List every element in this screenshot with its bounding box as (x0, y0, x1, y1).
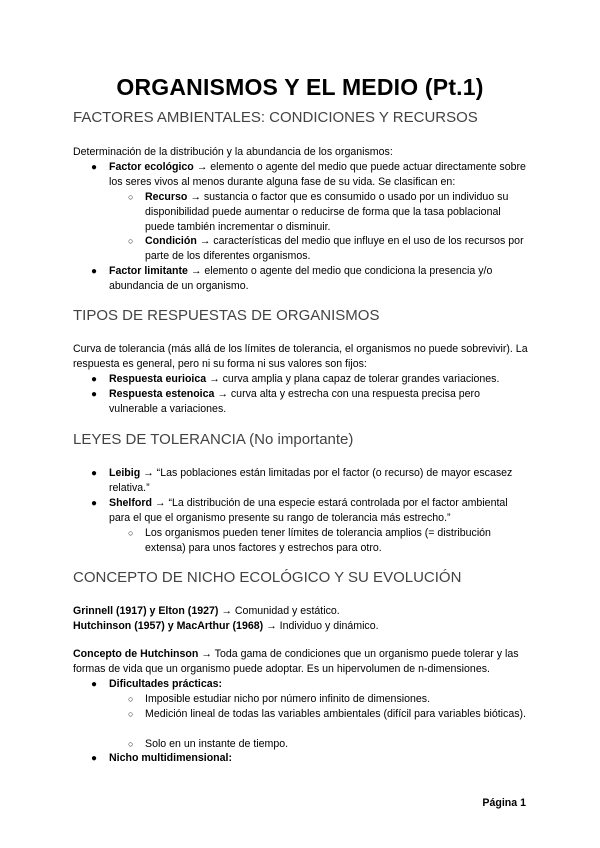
list-item-dificultades (91, 677, 529, 692)
section-heading-respuestas: TIPOS DE RESPUESTAS DE ORGANISMOS (73, 307, 380, 324)
circle-bullet-icon: ○ (128, 694, 134, 704)
list-item-leibig (91, 466, 529, 496)
list-item-factor-limitante (91, 264, 529, 294)
definition-respuesta-eurioica: → curva amplia y plana capaz de tolerar grandes variaciones. (206, 373, 500, 385)
bullet-icon: ● (91, 162, 98, 173)
definition-shelford: → “La distribución de una especie estará controlada por el factor ambiental para el que el organismo presente su rango de tolerancia más estrecho.” (109, 497, 508, 524)
circle-bullet-icon: ○ (128, 192, 134, 202)
list-item-condicion (128, 234, 529, 264)
section-heading-leyes: LEYES DE TOLERANCIA (No importante) (73, 431, 354, 448)
list-item-recurso (128, 190, 529, 235)
definition-respuesta-estenoica: → curva alta y estrecha con una respuesta precisa pero vulnerable a variaciones. (109, 388, 480, 415)
circle-bullet-icon: ○ (128, 739, 134, 749)
section-heading-factores: FACTORES AMBIENTALES: CONDICIONES Y RECURSOS (73, 109, 478, 126)
text-dificultad-1: Imposible estudiar nicho por número infinito de dimensiones. (145, 693, 431, 705)
text-tolerancia-amplia: Los organismos pueden tener límites de tolerancia amplios (= distribución extensa) para unos factores y estrechos para otro. (145, 527, 491, 554)
term-recurso: Recurso (145, 191, 188, 203)
text-dificultad-3: Solo en un instante de tiempo. (145, 738, 289, 750)
circle-bullet-icon: ○ (128, 709, 134, 719)
definition-leibig: → “Las poblaciones están limitadas por el factor (o recurso) de mayor escasez relativa.” (109, 467, 513, 494)
list-item-dificultad-2 (128, 707, 529, 722)
text-dificultad-2: Medición lineal de todas las variables ambientales (difícil para variables bióticas). (145, 708, 526, 720)
section-heading-nicho: CONCEPTO DE NICHO ECOLÓGICO Y SU EVOLUCIÓN (73, 569, 462, 586)
term-dificultades: Dificultades prácticas: (109, 678, 223, 690)
term-leibig: Leibig (109, 467, 141, 479)
bullet-icon: ● (91, 679, 98, 690)
list-item-nicho-multidimensional (91, 751, 529, 766)
term-condicion: Condición (145, 235, 197, 247)
paragraph-concepto-hutchinson (73, 647, 535, 677)
bullet-icon: ● (91, 498, 98, 509)
term-nicho-multidimensional: Nicho multidimensional: (109, 752, 233, 764)
bullet-icon: ● (91, 374, 98, 385)
page-title: ORGANISMOS Y EL MEDIO (Pt.1) (116, 74, 484, 100)
term-respuesta-estenoica: Respuesta estenoica (109, 388, 215, 400)
list-item-shelford (91, 496, 531, 526)
term-concepto-hutchinson: Concepto de Hutchinson (73, 648, 199, 660)
text-grinnell-elton: → Comunidad y estático. (218, 605, 340, 617)
text-concepto-hutchinson: → Toda gama de condiciones que un organismo puede tolerar y las formas de vida que un organismo puede adoptar. Es un hipervolumen de n-dimensiones. (73, 648, 519, 675)
definition-condicion: → características del medio que influye en el uso de los recursos por parte de los diferentes organismos. (145, 235, 524, 262)
term-grinnell-elton: Grinnell (1917) y Elton (1927) (73, 605, 219, 617)
definition-factor-limitante: → elemento o agente del medio que condiciona la presencia y/o abundancia de un organismo. (109, 265, 493, 292)
paragraph-intro-respuestas: Curva de tolerancia (más allá de los límites de tolerancia, el organismos no puede sobrevivir). La respuesta es general, pero ni su forma ni sus valores son fijos: (73, 343, 528, 370)
list-item-factor-ecologico (91, 160, 529, 190)
list-item-dificultad-3 (128, 737, 529, 752)
paragraph-intro-factores: Determinación de la distribución y la abundancia de los organismos: (73, 146, 393, 158)
paragraph-hutchinson-macarthur (73, 619, 529, 634)
page-number: Página 1 (482, 797, 526, 809)
circle-bullet-icon: ○ (128, 236, 134, 246)
list-item-respuesta-estenoica (91, 387, 529, 417)
bullet-icon: ● (91, 753, 98, 764)
term-respuesta-eurioica: Respuesta eurioica (109, 373, 207, 385)
bullet-icon: ● (91, 266, 98, 277)
term-factor-limitante: Factor limitante (109, 265, 188, 277)
bullet-icon: ● (91, 389, 98, 400)
term-factor-ecologico: Factor ecológico (109, 161, 194, 173)
text-hutchinson-macarthur: → Individuo y dinámico. (263, 620, 379, 632)
term-shelford: Shelford (109, 497, 152, 509)
list-item-tolerancia-amplia (128, 526, 529, 556)
definition-recurso: → sustancia o factor que es consumido o usado por un individuo su disponibilidad puede aumentar o reducirse de forma que la tasa poblacional puede también incrementar o disminuir. (145, 191, 509, 233)
paragraph-grinnell-elton (73, 604, 529, 619)
bullet-icon: ● (91, 468, 98, 479)
circle-bullet-icon: ○ (128, 528, 134, 538)
term-hutchinson-macarthur: Hutchinson (1957) y MacArthur (1968) (73, 620, 264, 632)
list-item-dificultad-1 (128, 692, 529, 707)
list-item-respuesta-eurioica (91, 372, 529, 387)
definition-factor-ecologico: → elemento o agente del medio que puede actuar directamente sobre los seres vivos al menos durante alguna fase de su vida. Se clasifican en: (109, 161, 526, 188)
